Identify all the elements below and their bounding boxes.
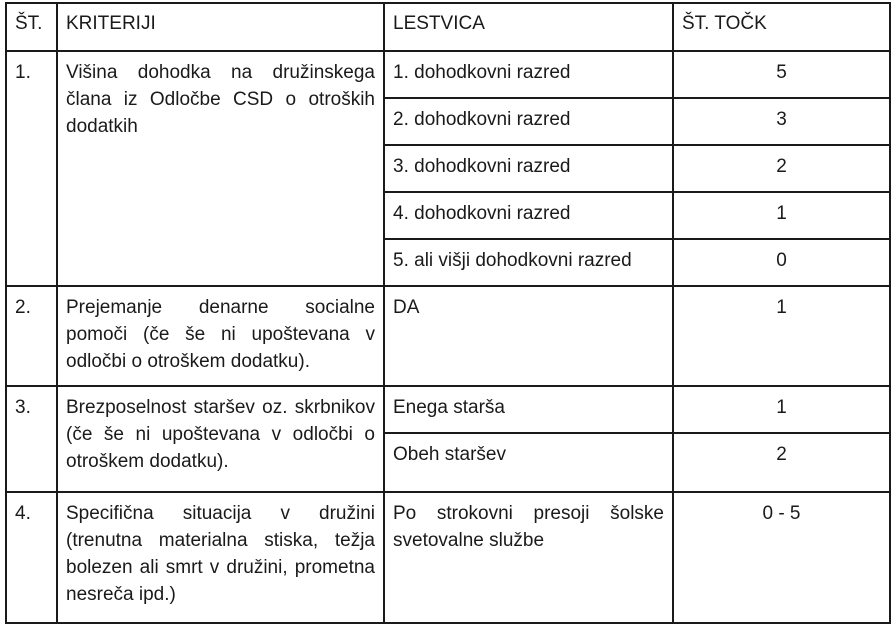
row-number: 3. [6,386,57,492]
criterion-text: Višina dohodka na družinskega člana iz Odločbe CSD o otroških dodatkih [57,51,384,286]
points-cell: 3 [673,98,890,145]
points-cell: 2 [673,433,890,492]
points-cell: 1 [673,192,890,239]
scale-cell: Enega starša [384,386,673,433]
criterion-text: Brezposelnost staršev oz. skrbnikov (če še ni upoštevana v odločbi o otroškem dodatku). [57,386,384,492]
scale-cell: 5. ali višji dohodkovni razred [384,239,673,286]
points-cell: 0 [673,239,890,286]
table-row [6,51,890,98]
scale-cell: 2. dohodkovni razred [384,98,673,145]
points-cell: 0 - 5 [673,492,890,623]
header-st-tock: ŠT. TOČK [673,3,890,51]
scale-cell: 3. dohodkovni razred [384,145,673,192]
scale-cell: Po strokovni presoji šolske svetovalne službe [384,492,673,623]
points-cell: 1 [673,286,890,386]
table-row [6,492,890,623]
header-lestvica: LESTVICA [384,3,673,51]
header-kriteriji: KRITERIJI [57,3,384,51]
table-row [6,286,890,386]
header-row [6,3,890,51]
row-number: 1. [6,51,57,286]
row-number: 2. [6,286,57,386]
table-row [6,386,890,433]
header-st: ŠT. [6,3,57,51]
points-cell: 5 [673,51,890,98]
points-cell: 1 [673,386,890,433]
scale-cell: 1. dohodkovni razred [384,51,673,98]
scale-cell: DA [384,286,673,386]
criterion-text: Specifična situacija v družini (trenutna materialna stiska, težja bolezen ali smrt v družini, prometna nesreča ipd.) [57,492,384,623]
points-cell: 2 [673,145,890,192]
criterion-text: Prejemanje denarne socialne pomoči (če še ni upoštevana v odločbi o otroškem dodatku). [57,286,384,386]
criteria-table [5,2,891,624]
row-number: 4. [6,492,57,623]
scale-cell: 4. dohodkovni razred [384,192,673,239]
scale-cell: Obeh staršev [384,433,673,492]
